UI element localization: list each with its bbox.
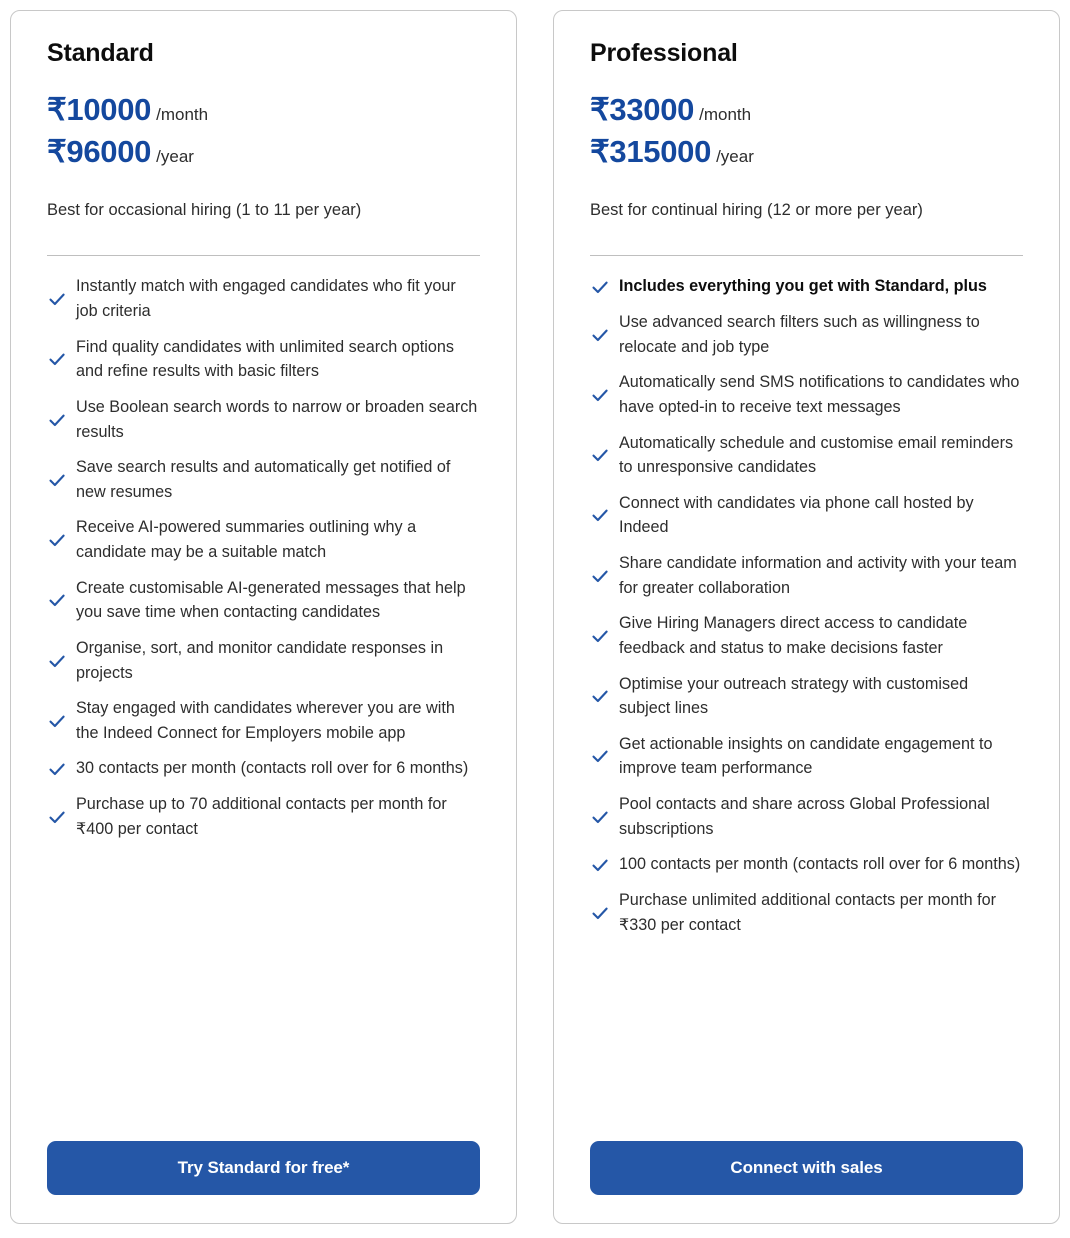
yearly-price-row <box>47 134 480 170</box>
feature-item <box>47 756 480 781</box>
feature-label: Automatically send SMS notifications to candidates who have opted-in to receive text messages <box>619 373 1020 416</box>
check-icon <box>47 289 67 309</box>
feature-list <box>590 274 1023 1115</box>
try-standard-for-free-button[interactable]: Try Standard for free* <box>47 1141 480 1195</box>
check-icon <box>590 807 610 827</box>
check-icon <box>590 385 610 405</box>
section-divider <box>47 255 480 256</box>
feature-label: Create customisable AI-generated messages that help you save time when contacting candidates <box>76 578 466 622</box>
feature-label: Stay engaged with candidates wherever you are with the Indeed Connect for Employers mobile app <box>76 699 455 742</box>
feature-item <box>590 792 1023 841</box>
check-icon <box>47 759 67 779</box>
check-icon <box>590 277 610 297</box>
feature-label: Use Boolean search words to narrow or broaden search results <box>76 397 478 441</box>
feature-label: Optimise your outreach strategy with customised subject lines <box>619 674 969 718</box>
plan-tagline: Best for continual hiring (12 or more per year) <box>590 201 923 219</box>
yearly-price-amount: ₹96000 <box>47 134 152 169</box>
feature-label: Purchase up to 70 additional contacts per month for ₹400 per contact <box>76 795 447 838</box>
feature-item <box>47 274 480 323</box>
feature-label: Organise, sort, and monitor candidate responses in projects <box>76 638 444 682</box>
feature-label: Instantly match with engaged candidates who fit your job criteria <box>76 277 456 321</box>
feature-item <box>47 576 480 625</box>
plan-card-standard <box>10 10 517 1224</box>
check-icon <box>47 711 67 731</box>
check-icon <box>590 686 610 706</box>
feature-item <box>590 310 1023 359</box>
feature-item <box>590 672 1023 721</box>
plan-tagline: Best for occasional hiring (1 to 11 per year) <box>47 201 362 219</box>
feature-label: Automatically schedule and customise email reminders to unresponsive candidates <box>619 433 1014 477</box>
plan-card-professional <box>553 10 1060 1224</box>
check-icon <box>47 590 67 610</box>
feature-label: Includes everything you get with Standard, plus <box>619 277 987 296</box>
monthly-price-row <box>590 92 1023 128</box>
feature-label: Receive AI-powered summaries outlining why a candidate may be a suitable match <box>76 518 417 562</box>
feature-item <box>590 732 1023 781</box>
check-icon <box>47 470 67 490</box>
feature-item <box>590 551 1023 600</box>
check-icon <box>590 855 610 875</box>
feature-item <box>47 696 480 745</box>
monthly-price-period: /month <box>699 105 752 124</box>
check-icon <box>590 445 610 465</box>
check-icon <box>590 746 610 766</box>
feature-item <box>590 431 1023 480</box>
monthly-price-amount: ₹10000 <box>47 92 152 127</box>
feature-item <box>590 888 1023 937</box>
feature-label: Share candidate information and activity with your team for greater collaboration <box>619 554 1017 597</box>
section-divider <box>590 255 1023 256</box>
feature-label: Find quality candidates with unlimited search options and refine results with basic filters <box>76 337 454 381</box>
feature-label: Give Hiring Managers direct access to candidate feedback and status to make decisions faster <box>619 614 968 657</box>
yearly-price-amount: ₹315000 <box>590 134 712 169</box>
feature-item <box>47 335 480 384</box>
feature-item <box>47 792 480 841</box>
feature-label: Use advanced search filters such as willingness to relocate and job type <box>619 313 980 356</box>
feature-item <box>590 611 1023 660</box>
yearly-price-period: /year <box>156 147 194 166</box>
feature-label: Pool contacts and share across Global Professional subscriptions <box>619 795 990 838</box>
feature-item <box>47 455 480 504</box>
feature-item <box>47 515 480 564</box>
feature-list <box>47 274 480 1115</box>
monthly-price-row <box>47 92 480 128</box>
check-icon <box>47 651 67 671</box>
feature-label: Get actionable insights on candidate engagement to improve team performance <box>619 734 993 778</box>
plan-title: Standard <box>47 39 154 67</box>
feature-item <box>590 852 1023 877</box>
yearly-price-row <box>590 134 1023 170</box>
check-icon <box>47 349 67 369</box>
monthly-price-period: /month <box>156 105 209 124</box>
check-icon <box>47 410 67 430</box>
feature-item <box>47 636 480 685</box>
plan-title: Professional <box>590 39 738 67</box>
check-icon <box>47 807 67 827</box>
connect-with-sales-button[interactable]: Connect with sales <box>590 1141 1023 1195</box>
feature-item <box>47 395 480 444</box>
feature-label: Save search results and automatically get notified of new resumes <box>76 458 451 501</box>
feature-item <box>590 370 1023 419</box>
feature-item <box>590 491 1023 540</box>
feature-label: Connect with candidates via phone call hosted by Indeed <box>619 493 974 537</box>
monthly-price-amount: ₹33000 <box>590 92 695 127</box>
feature-label: 30 contacts per month (contacts roll over for 6 months) <box>76 759 469 778</box>
feature-item <box>590 274 1023 299</box>
check-icon <box>590 903 610 923</box>
check-icon <box>590 626 610 646</box>
check-icon <box>47 530 67 550</box>
check-icon <box>590 566 610 586</box>
feature-label: 100 contacts per month (contacts roll over for 6 months) <box>619 855 1021 874</box>
check-icon <box>590 505 610 525</box>
feature-label: Purchase unlimited additional contacts per month for ₹330 per contact <box>619 890 997 934</box>
yearly-price-period: /year <box>716 147 754 166</box>
check-icon <box>590 325 610 345</box>
